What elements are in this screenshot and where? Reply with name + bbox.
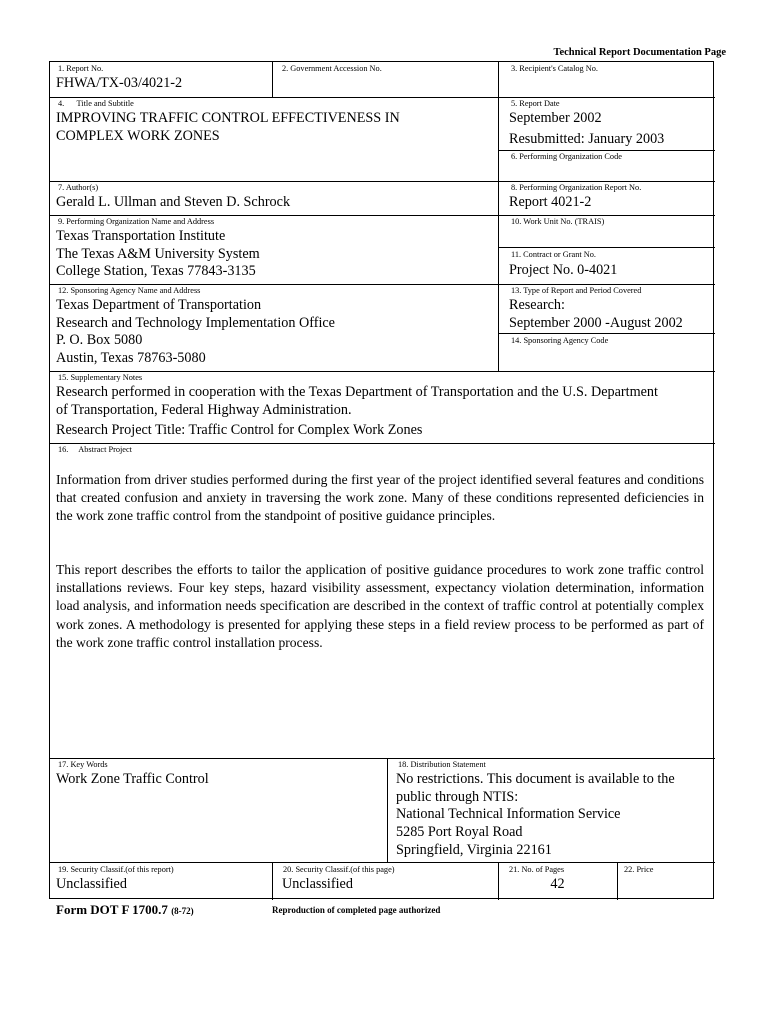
supplementary-line: of Transportation, Federal Highway Administration. xyxy=(56,402,352,418)
distribution-line: National Technical Information Service xyxy=(396,806,621,822)
perf-org-line: Texas Transportation Institute xyxy=(56,228,226,244)
title-line: IMPROVING TRAFFIC CONTROL EFFECTIVENESS IN xyxy=(56,110,400,126)
num-pages-label: 21. No. of Pages xyxy=(509,865,565,874)
key-words-label: 17. Key Words xyxy=(58,760,108,769)
sponsor-line: Texas Department of Transportation xyxy=(56,297,262,313)
report-no-value: FHWA/TX-03/4021-2 xyxy=(56,75,183,91)
report-date-line: Resubmitted: January 2003 xyxy=(509,131,665,147)
perf-org-code-label: 6. Performing Organization Code xyxy=(511,152,622,161)
report-type-line: Research: xyxy=(509,297,565,313)
report-documentation-form xyxy=(49,61,714,899)
supplementary-line: Research Project Title: Traffic Control for Complex Work Zones xyxy=(56,422,423,438)
security-page-label: 20. Security Classif.(of this page) xyxy=(283,865,395,874)
sponsor-line: P. O. Box 5080 xyxy=(56,332,143,348)
sponsor-code-label: 14. Sponsoring Agency Code xyxy=(511,336,609,345)
abstract-paragraph: Information from driver studies performed during the first year of the project identified several features and conditions that created confusion and anxiety in traversing the work zone. Many of these conditions represented deficiencies in the work zone traffic control from the standpoint of positive guidance principles. xyxy=(56,472,704,524)
abstract-label: 16. Abstract Project xyxy=(58,445,132,454)
grid-line xyxy=(50,862,715,863)
perf-org-report-no-value: Report 4021-2 xyxy=(509,194,592,210)
security-report-value: Unclassified xyxy=(56,876,127,892)
page-header-title: Technical Report Documentation Page xyxy=(553,47,726,58)
grid-line xyxy=(272,862,273,900)
grid-line xyxy=(50,97,715,98)
grid-line xyxy=(498,150,715,151)
form-id xyxy=(56,902,194,918)
grid-line xyxy=(617,862,618,900)
report-type-label: 13. Type of Report and Period Covered xyxy=(511,286,642,295)
grid-line xyxy=(498,62,499,371)
distribution-line: No restrictions. This document is available to the xyxy=(396,771,675,787)
supplementary-label: 15. Supplementary Notes xyxy=(58,373,143,382)
sponsor-line: Austin, Texas 78763-5080 xyxy=(56,350,206,366)
grid-line xyxy=(50,215,715,216)
grid-line xyxy=(50,371,715,372)
recipient-catalog-label: 3. Recipient's Catalog No. xyxy=(511,64,598,73)
grid-line xyxy=(498,333,715,334)
distribution-line: 5285 Port Royal Road xyxy=(396,824,523,840)
report-date-line: September 2002 xyxy=(509,110,602,126)
key-words-value: Work Zone Traffic Control xyxy=(56,771,209,787)
grid-line xyxy=(50,443,715,444)
sponsor-label: 12. Sponsoring Agency Name and Address xyxy=(58,286,201,295)
form-id-text: Form DOT F 1700.7 xyxy=(56,902,168,917)
title-label: 4. Title and Subtitle xyxy=(58,99,134,108)
report-no-label: 1. Report No. xyxy=(58,64,104,73)
abstract-paragraph: This report describes the efforts to tailor the application of positive guidance procedures to work zone traffic control installations reviews. Four key steps, hazard visibility assessment, expectancy violation determination, information load analysis, and information needs specification are described in the context of traffic control at potentially complex work zones. A methodology is presented for applying these steps in a field review process to be performed as part of the work zone traffic control installation process. xyxy=(56,562,704,650)
work-unit-label: 10. Work Unit No. (TRAIS) xyxy=(511,217,605,226)
distribution-label: 18. Distribution Statement xyxy=(398,760,486,769)
report-type-line: September 2000 -August 2002 xyxy=(509,315,683,331)
reproduction-note: Reproduction of completed page authorized xyxy=(272,905,441,915)
security-report-label: 19. Security Classif.(of this report) xyxy=(58,865,174,874)
form-date: (8-72) xyxy=(171,906,194,916)
authors-label: 7. Author(s) xyxy=(58,183,99,192)
title-line: COMPLEX WORK ZONES xyxy=(56,128,220,144)
price-label: 22. Price xyxy=(624,865,654,874)
grid-line xyxy=(50,284,715,285)
perf-org-line: College Station, Texas 77843-3135 xyxy=(56,263,256,279)
contract-label: 11. Contract or Grant No. xyxy=(511,250,596,259)
perf-org-line: The Texas A&M University System xyxy=(56,246,260,262)
grid-line xyxy=(387,758,388,862)
gov-accession-label: 2. Government Accession No. xyxy=(282,64,382,73)
distribution-line: Springfield, Virginia 22161 xyxy=(396,842,552,858)
report-date-label: 5. Report Date xyxy=(511,99,560,108)
supplementary-line: Research performed in cooperation with the Texas Department of Transportation and the U.S. Department xyxy=(56,384,658,400)
num-pages-value: 42 xyxy=(550,876,565,892)
grid-line xyxy=(50,758,715,759)
sponsor-line: Research and Technology Implementation Office xyxy=(56,315,335,331)
contract-value: Project No. 0-4021 xyxy=(509,262,618,278)
security-page-value: Unclassified xyxy=(282,876,353,892)
grid-line xyxy=(498,247,715,248)
distribution-line: public through NTIS: xyxy=(396,789,519,805)
grid-line xyxy=(272,62,273,97)
authors-value: Gerald L. Ullman and Steven D. Schrock xyxy=(56,194,291,210)
perf-org-report-no-label: 8. Performing Organization Report No. xyxy=(511,183,642,192)
perf-org-name-label: 9. Performing Organization Name and Address xyxy=(58,217,215,226)
grid-line xyxy=(50,181,715,182)
